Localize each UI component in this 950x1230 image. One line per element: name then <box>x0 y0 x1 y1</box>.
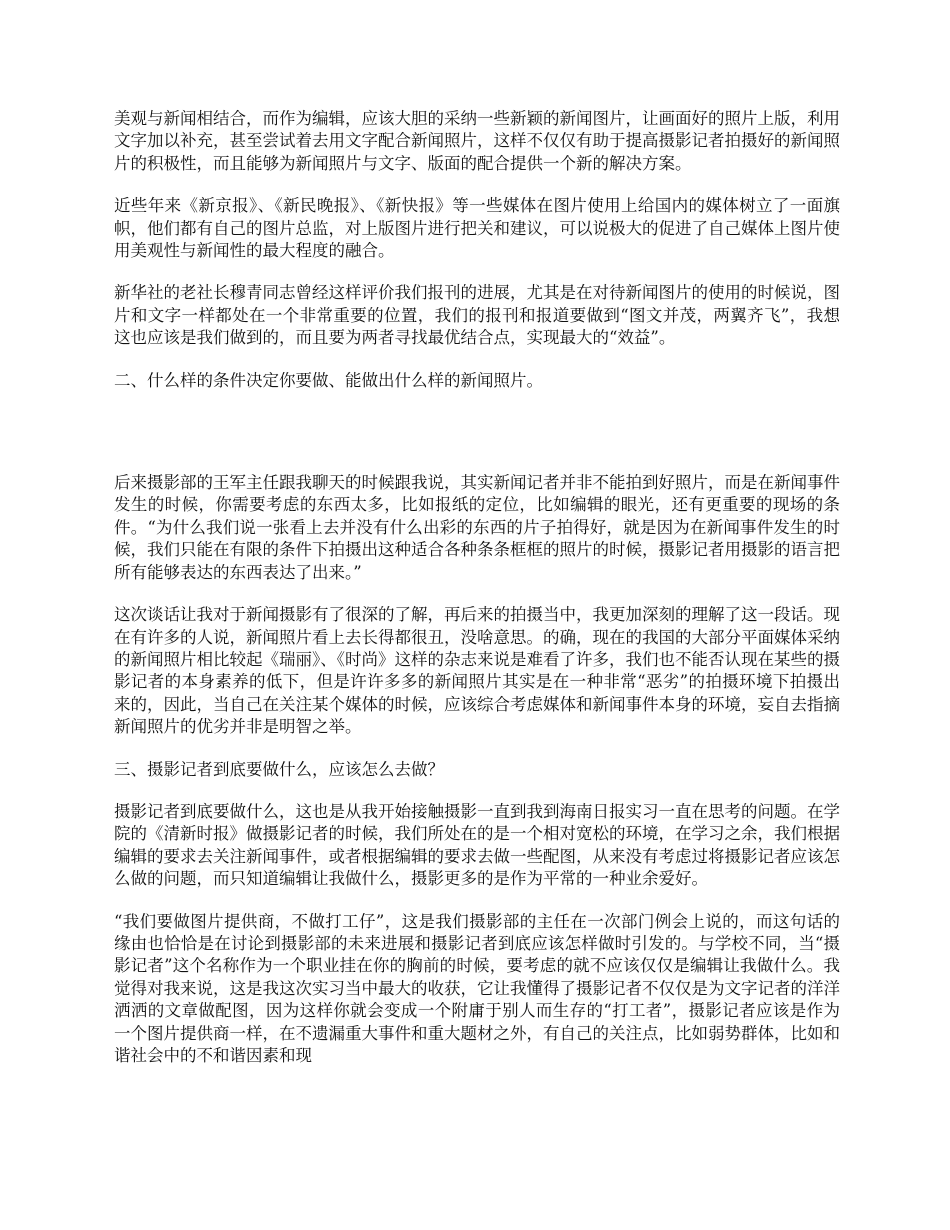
section-heading-2: 二、什么样的条件决定你要做、能做出什么样的新闻照片。 <box>114 370 543 390</box>
paragraph-what-to-do: 摄影记者到底要做什么，这也是从我开始接触摄影一直到我到海南日报实习一直在思考的问题。在学院的《清新时报》做摄影记者的时候，我们所处在的是一个相对宽松的环境，在学习之余，我们根据编辑的要求去关注新闻事件，或者根据编辑的要求去做一些配图，从来没有考虑过将摄影记者应该怎么做的问题，而只知道编辑让我做什么，摄影更多的是作为平常的一种业余爱好。 <box>114 801 840 889</box>
paragraph-understanding: 这次谈话让我对于新闻摄影有了很深的了解，再后来的拍摄当中，我更加深刻的理解了这一段话。现在有许多的人说，新闻照片看上去长得都很丑，没啥意思。的确，现在的我国的大部分平面媒体采纳的新闻照片相比较起《瑞丽》、《时尚》这样的杂志来说是难看了许多，我们也不能否认现在某些的摄影记者的本身素养的低下，但是许许多多的新闻照片其实是在一种非常“恶劣”的拍摄环境下拍摄出来的，因此，当自己在关注某个媒体的时候，应该综合考虑媒体和新闻事件本身的环境，妄自去指摘新闻照片的优劣并非是明智之举。 <box>114 605 840 737</box>
document-page <box>114 108 840 1087</box>
paragraph-wangjun-talk: 后来摄影部的王军主任跟我聊天的时候跟我说，其实新闻记者并非不能拍到好照片，而是在新闻事件发生的时候，你需要考虑的东西太多，比如报纸的定位，比如编辑的眼光，还有更重要的现场的条件。“为什么我们说一张看上去并没有什么出彩的东西的片子拍得好，就是因为在新闻事件发生的时候，我们只能在有限的条件下拍摄出这种适合各种条条框框的照片的时候，摄影记者用摄影的语言把所有能够表达的东西表达了出来。” <box>114 473 840 582</box>
paragraph-photo-editing: 美观与新闻相结合，而作为编辑，应该大胆的采纳一些新颖的新闻图片，让画面好的照片上版，利用文字加以补充，甚至尝试着去用文字配合新闻照片，这样不仅仅有助于提高摄影记者拍摄好的新闻照片的积极性，而且能够为新闻照片与文字、版面的配合提供一个新的解决方案。 <box>114 109 840 173</box>
blank-space <box>114 412 840 472</box>
paragraph-media-examples: 近些年来《新京报》、《新民晚报》、《新快报》等一些媒体在图片使用上给国内的媒体树立了一面旗帜，他们都有自己的图片总监，对上版图片进行把关和建议，可以说极大的促进了自己媒体上图片使用美观性与新闻性的最大程度的融合。 <box>114 196 840 261</box>
section-heading-3: 三、摄影记者到底要做什么，应该怎么去做？ <box>114 759 444 779</box>
paragraph-muqing-quote: 新华社的老社长穆青同志曾经这样评价我们报刊的进展，尤其是在对待新闻图片的使用的时候说，图片和文字一样都处在一个非常重要的位置，我们的报刊和报道要做到“图文并茂，两翼齐飞”，我想这也应该是我们做到的，而且要为两者寻找最优结合点，实现最大的“效益”。 <box>114 283 840 348</box>
paragraph-image-provider: “我们要做图片提供商，不做打工仔”，这是我们摄影部的主任在一次部门例会上说的，而这句话的缘由也恰恰是在讨论到摄影部的未来进展和摄影记者到底应该怎样做时引发的。与学校不同，当“摄影记者”这个名称作为一个职业挂在你的胸前的时候，要考虑的就不应该仅仅是编辑让我做什么。我觉得对我来说，这是我这次实习当中最大的收获，它让我懂得了摄影记者不仅仅是为文字记者的洋洋洒洒的文章做配图，因为这样你就会变成一个附庸于别人而生存的“打工者”，摄影记者应该是作为一个图片提供商一样，在不遗漏重大事件和重大题材之外，有自己的关注点，比如弱势群体，比如和谐社会中的不和谐因素和现 <box>114 911 840 1065</box>
